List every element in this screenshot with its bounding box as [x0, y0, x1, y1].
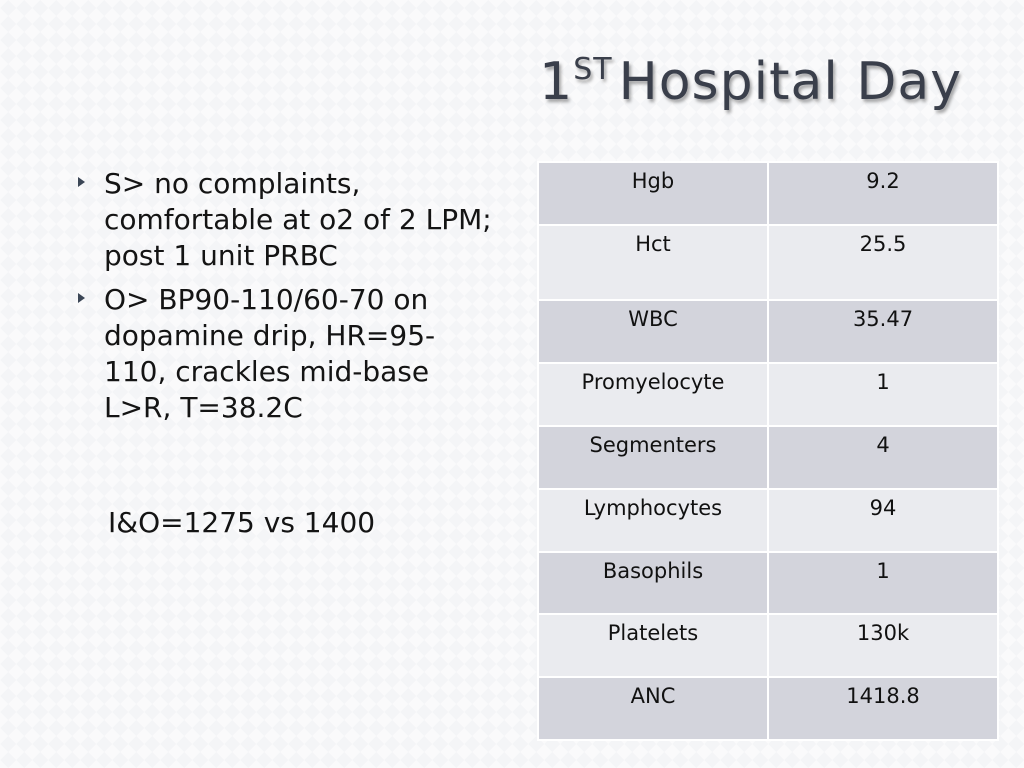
lab-label: Promyelocyte [538, 363, 768, 426]
table-row [538, 363, 998, 426]
title-superscript: ST [573, 52, 613, 87]
bullet-arrow-icon [78, 293, 85, 303]
lab-value: 25.5 [768, 225, 998, 300]
bullet-subjective [72, 166, 492, 274]
lab-results-table [537, 161, 999, 741]
bullet-text: S> no complaints, comfortable at o2 of 2 LPM; post 1 unit PRBC [104, 167, 492, 272]
lab-value: 1 [768, 552, 998, 614]
lab-value: 130k [768, 614, 998, 677]
title-text: Hospital Day [618, 52, 962, 112]
lab-value: 35.47 [768, 300, 998, 363]
lab-label: WBC [538, 300, 768, 363]
lab-label: Lymphocytes [538, 489, 768, 552]
bullet-list [72, 166, 492, 434]
lab-label: Basophils [538, 552, 768, 614]
table-row [538, 677, 998, 740]
lab-value: 1 [768, 363, 998, 426]
intake-output-line: I&O=1275 vs 1400 [108, 506, 376, 539]
lab-value: 9.2 [768, 162, 998, 225]
lab-value: 4 [768, 426, 998, 489]
bullet-text: O> BP90-110/60-70 on dopamine drip, HR=95-110, crackles mid-base L>R, T=38.2C [104, 283, 436, 424]
title-prefix: 1 [539, 52, 574, 112]
slide-title [539, 52, 962, 112]
lab-label: ANC [538, 677, 768, 740]
lab-label: Hgb [538, 162, 768, 225]
table-row [538, 300, 998, 363]
lab-label: Segmenters [538, 426, 768, 489]
lab-label: Platelets [538, 614, 768, 677]
lab-label: Hct [538, 225, 768, 300]
table-row [538, 225, 998, 300]
table-row [538, 426, 998, 489]
bullet-objective [72, 282, 492, 426]
table-row [538, 614, 998, 677]
lab-value: 1418.8 [768, 677, 998, 740]
lab-value: 94 [768, 489, 998, 552]
table-row [538, 162, 998, 225]
table-row [538, 489, 998, 552]
table-row [538, 552, 998, 614]
bullet-arrow-icon [78, 177, 85, 187]
